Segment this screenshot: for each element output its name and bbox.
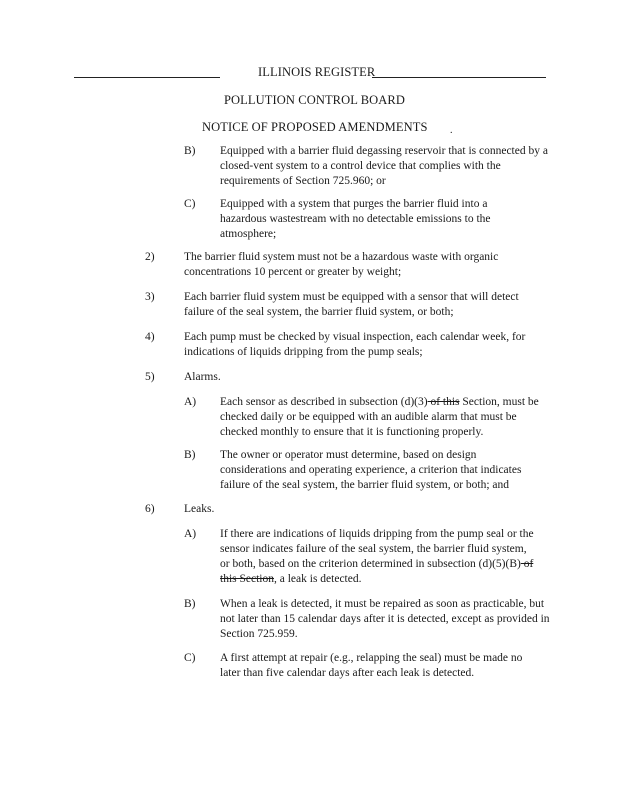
item-2-text: The barrier fluid system must not be a hazardous waste with organic concentrations 10 percent or greater by weight; (184, 251, 499, 278)
item-6a-struck-text: of this Section (220, 558, 534, 585)
item-6b-label: B) (184, 598, 196, 610)
board-title: POLLUTION CONTROL BOARD (224, 93, 405, 107)
notice-title: NOTICE OF PROPOSED AMENDMENTS (202, 120, 428, 134)
item-5a-text (220, 395, 550, 440)
item-5b-label: B) (184, 449, 196, 461)
item-5a-text-before: Each sensor as described in subsection (d)(3) (220, 396, 428, 408)
item-5a-struck-text: of this (427, 396, 460, 408)
item-b-text: Equipped with a barrier fluid degassing reservoir that is connected by a closed-vent system to a control device that complies with the requirements of Section 725.960; or (220, 145, 548, 187)
item-6a-text (220, 527, 538, 587)
header-rule-left (74, 77, 220, 78)
item-c-label: C) (184, 198, 196, 210)
item-c-text: Equipped with a system that purges the barrier fluid into a hazardous wastestream with no detectable emissions to the atmosphere; (220, 198, 491, 240)
item-6-text: Leaks. (184, 503, 215, 515)
scan-mark: . (450, 125, 453, 136)
register-title: ILLINOIS REGISTER (258, 65, 376, 79)
item-6-label: 6) (145, 503, 155, 515)
item-5-label: 5) (145, 371, 155, 383)
item-6c-text: A first attempt at repair (e.g., relapping the seal) must be made no later than five calendar days after each leak is detected. (220, 652, 523, 679)
item-4-text: Each pump must be checked by visual inspection, each calendar week, for indications of liquids dripping from the pump seals; (184, 331, 526, 358)
item-5a-text-after: Section, must be checked daily or be equipped with an audible alarm that must be checked monthly to ensure that it is functioning properly. (220, 396, 539, 438)
item-3-label: 3) (145, 291, 155, 303)
item-6a-text-before: If there are indications of liquids dripping from the pump seal or the sensor indicates failure of the seal system, the barrier fluid system, or both, based on the criterion determined in subsection (d)(5)(B) (220, 528, 534, 570)
item-5-text: Alarms. (184, 371, 221, 383)
item-5b-text: The owner or operator must determine, based on design considerations and operating experience, a criterion that indicates failure of the seal system, the barrier fluid system, or both; and (220, 449, 522, 491)
item-4-label: 4) (145, 331, 155, 343)
item-6c-label: C) (184, 652, 196, 664)
item-2-label: 2) (145, 251, 155, 263)
item-6b-text: When a leak is detected, it must be repaired as soon as practicable, but not later than 15 calendar days after it is detected, except as provided in Section 725.959. (220, 598, 550, 640)
header-rule-right (372, 77, 546, 78)
item-3-text: Each barrier fluid system must be equipped with a sensor that will detect failure of the seal system, the barrier fluid system, or both; (184, 291, 519, 318)
item-6a-label: A) (184, 528, 197, 540)
item-5a-label: A) (184, 396, 197, 408)
item-b-label: B) (184, 145, 196, 157)
item-6a-text-after: , a leak is detected. (274, 573, 362, 585)
